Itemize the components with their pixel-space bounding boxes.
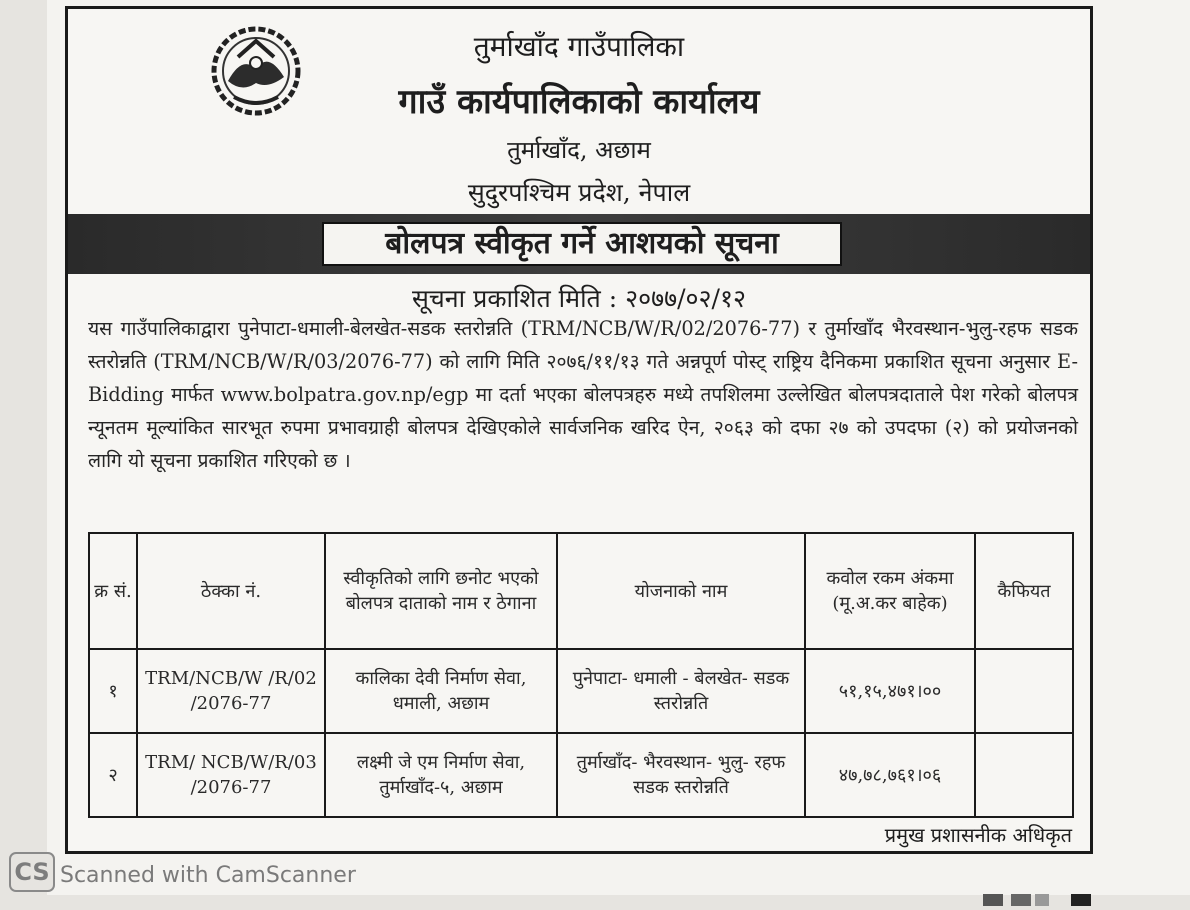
table-header-row — [89, 533, 1073, 649]
col-header-contract: ठेक्का नं. — [137, 533, 325, 649]
notice-frame — [65, 6, 1093, 854]
scanned-page — [47, 0, 1190, 895]
title-banner — [68, 214, 1090, 274]
municipality-name: तुर्माखाँद गाउँपालिका — [473, 30, 685, 63]
cell-remarks — [975, 649, 1073, 733]
cell-sn: १ — [89, 649, 137, 733]
camscanner-logo-icon: CS — [9, 852, 55, 892]
cell-amount: ४७,७८,७६१।०६ — [805, 733, 975, 817]
col-header-project: योजनाको नाम — [557, 533, 805, 649]
cell-contract: TRM/ NCB/W/R/03 /2076-77 — [137, 733, 325, 817]
bid-table — [88, 532, 1074, 818]
province-name: सुदुरपश्चिम प्रदेश, नेपाल — [467, 178, 691, 207]
col-header-remarks: कैफियत — [975, 533, 1073, 649]
cell-contract: TRM/NCB/W /R/02 /2076-77 — [137, 649, 325, 733]
office-name: गाउँ कार्यपालिकाको कार्यालय — [398, 82, 760, 122]
table-row — [89, 649, 1073, 733]
publication-date: सूचना प्रकाशित मिति : २०७७/०२/१२ — [412, 284, 746, 313]
cell-bidder: कालिका देवी निर्माण सेवा, धमाली, अछाम — [325, 649, 557, 733]
col-header-amount: कवोल रकम अंकमा (मू.अ.कर बाहेक) — [805, 533, 975, 649]
camscanner-watermark: Scanned with CamScanner — [60, 863, 356, 888]
notice-title: बोलपत्र स्वीकृत गर्ने आशयको सूचना — [322, 222, 842, 266]
col-header-sn: क्र सं. — [89, 533, 137, 649]
signatory-title: प्रमुख प्रशासनीक अधिकृत — [884, 823, 1072, 847]
cell-sn: २ — [89, 733, 137, 817]
cell-amount: ५१,१५,४७१।०० — [805, 649, 975, 733]
table-row — [89, 733, 1073, 817]
cell-bidder: लक्ष्मी जे एम निर्माण सेवा, तुर्माखाँद-५, अछाम — [325, 733, 557, 817]
cell-project: पुनेपाटा- धमाली - बेलखेत- सडक स्तरोन्नति — [557, 649, 805, 733]
cell-project: तुर्माखाँद- भैरवस्थान- भुलु- रहफ सडक स्तरोन्नति — [557, 733, 805, 817]
office-location: तुर्माखाँद, अछाम — [507, 136, 651, 164]
col-header-bidder: स्वीकृतिको लागि छनोट भएको बोलपत्र दाताको नाम र ठेगाना — [325, 533, 557, 649]
notice-body: यस गाउँपालिकाद्वारा पुनेपाटा-धमाली-बेलखेत-सडक स्तरोन्नति (TRM/NCB/W/R/02/2076-77) र तुर्माखाँद भैरवस्थान-भुलु-रहफ सडक स्तरोन्नति (TRM/NCB/W/R/03/2076-77) को लागि मिति २०७६/११/१३ गते अन्नपूर्ण पोस्ट् राष्ट्रिय दैनिकमा प्रकाशित सूचना अनुसार E-Bidding मार्फत www.bolpatra.gov.np/egp मा दर्ता भएका बोलपत्रहरु मध्ये तपशिलमा उल्लेखित बोलपत्रदाताले पेश गरेको बोलपत्र न्यूनतम मूल्यांकित सारभूत रुपमा प्रभावग्राही बोलपत्र देखिएकोले सार्वजनिक खरिद ऐन, २०६३ को दफा २७ को उपदफा (२) को प्रयोजनको लागि यो सूचना प्रकाशित गरिएको छ । — [88, 317, 1078, 472]
cell-remarks — [975, 733, 1073, 817]
